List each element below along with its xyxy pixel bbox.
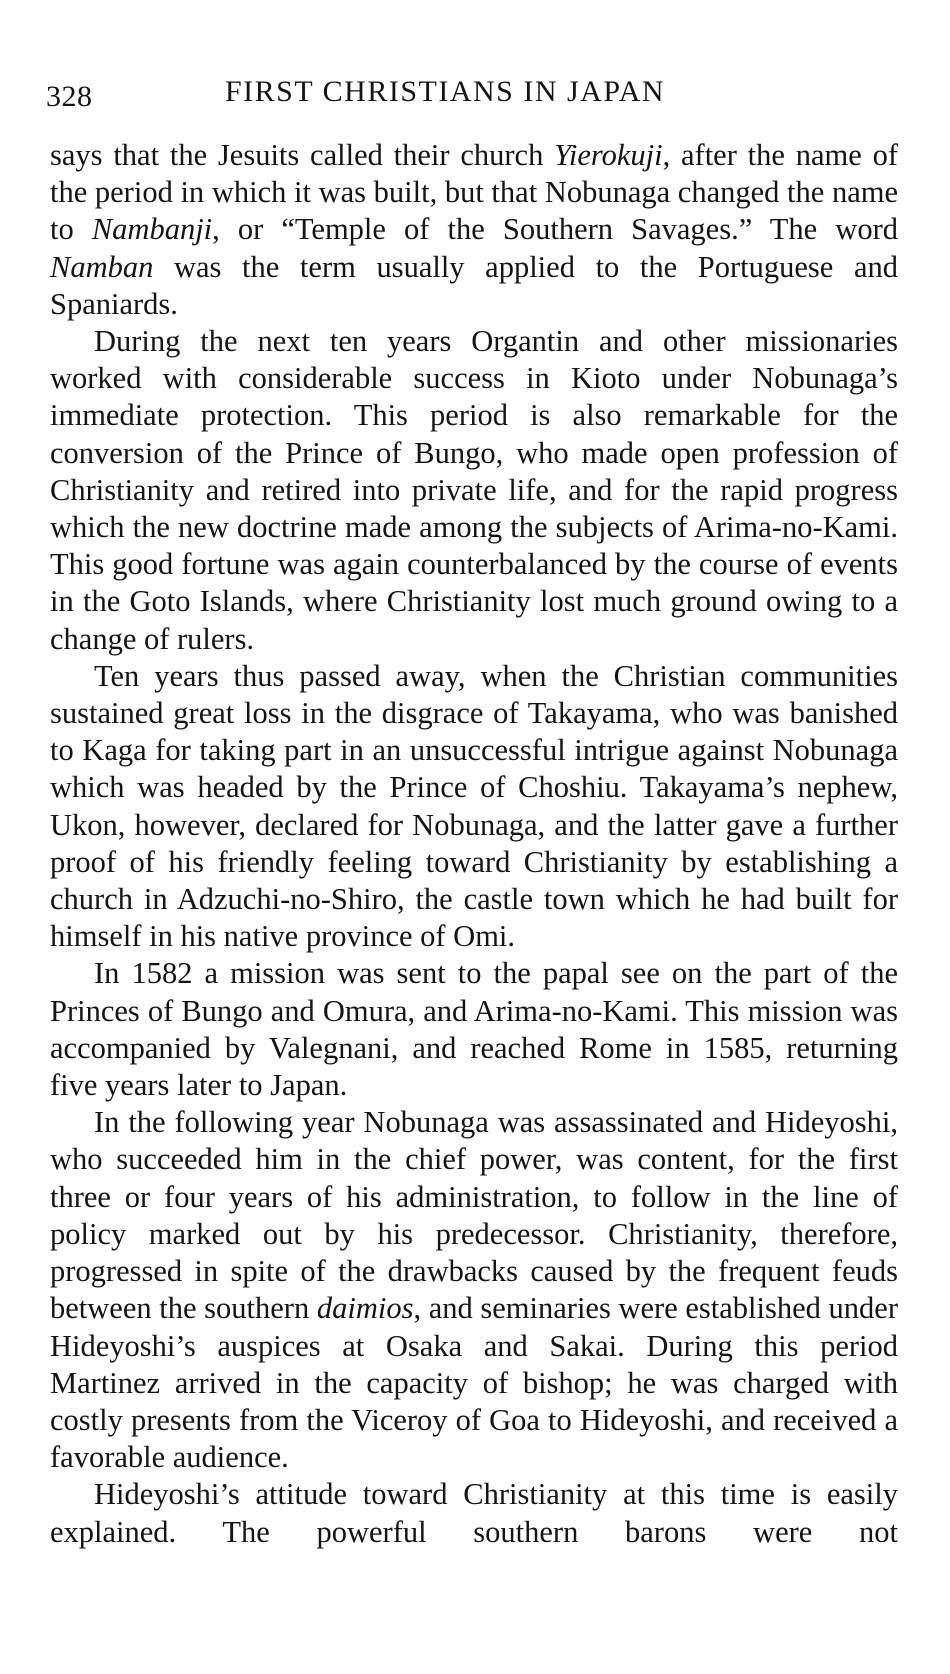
body-text — [50, 137, 898, 1551]
italic-term-daimios: daimios — [316, 1291, 414, 1326]
paragraph-1 — [50, 137, 898, 323]
paragraph-1-text-d: was the term usually applied to the Portuguese and Spaniards. — [50, 249, 898, 321]
paragraph-5 — [50, 1104, 898, 1476]
paragraph-4: In 1582 a mission was sent to the papal see on the part of the Princes of Bungo and Omura, and Arima-no-Kami. This mission was accompanied by Valegnani, and reached Rome in 1585, returning five years later to Japan. — [50, 956, 898, 1103]
paragraph-2: During the next ten years Organtin and other missionaries worked with considerable success in Kioto under Nobunaga’s immediate protection. This period is also remarkable for the conversion of the Prince of Bungo, who made open profession of Christianity and retired into private life, and for the rapid progress which the new doctrine made among the subjects of Arima-no-Kami. This good fortune was again counterbalanced by the course of events in the Goto Islands, where Christianity lost much ground owing to a change of rulers. — [50, 324, 898, 656]
italic-term-nambanji: Nambanji — [91, 212, 213, 247]
page-number: 328 — [46, 80, 93, 113]
italic-term-namban: Namban — [50, 249, 154, 284]
paragraph-1-text-b: , after the name of the period in which it was built, but that Nobunaga changed the name to — [50, 138, 898, 247]
paragraph-6: Hideyoshi’s attitude toward Christianity at this time is easily explained. The powerful southern barons were not — [50, 1477, 898, 1549]
paragraph-1-text-c: , or “Temple of the Southern Savages.” The word — [212, 212, 898, 247]
running-head — [46, 68, 898, 118]
paragraph-1-text-a: says that the Jesuits called their church — [50, 138, 555, 172]
running-title: FIRST CHRISTIANS IN JAPAN — [225, 75, 666, 108]
paragraph-3: Ten years thus passed away, when the Christian communities sustained great loss in the disgrace of Takayama, who was banished to Kaga for taking part in an unsuccessful intrigue against Nobunaga which was headed by the Prince of Choshiu. Takayama’s nephew, Ukon, however, declared for Nobunaga, and the latter gave a further proof of his friendly feeling toward Christianity by establishing a church in Adzuchi-no-Shiro, the castle town which he had built for himself in his native province of Omi. — [50, 658, 898, 954]
book-page — [46, 68, 898, 1551]
paragraph-5-text-b: , and seminaries were established under Hideyoshi’s auspices at Osaka and Sakai. During this period Martinez arrived in the capacity of bishop; he was charged with costly presents from the Viceroy of Goa to Hideyoshi, and received a favorable audience. — [50, 1291, 898, 1475]
italic-term-yierokuji: Yierokuji — [554, 138, 663, 172]
paragraph-5-text-a: In the following year Nobunaga was assassinated and Hideyoshi, who succeeded him in the chief power, was content, for the first three or four years of his administration, to follow in the line of policy marked out by his predecessor. Christianity, therefore, progressed in spite of the drawbacks caused by the frequent feuds between the southern — [50, 1105, 898, 1326]
